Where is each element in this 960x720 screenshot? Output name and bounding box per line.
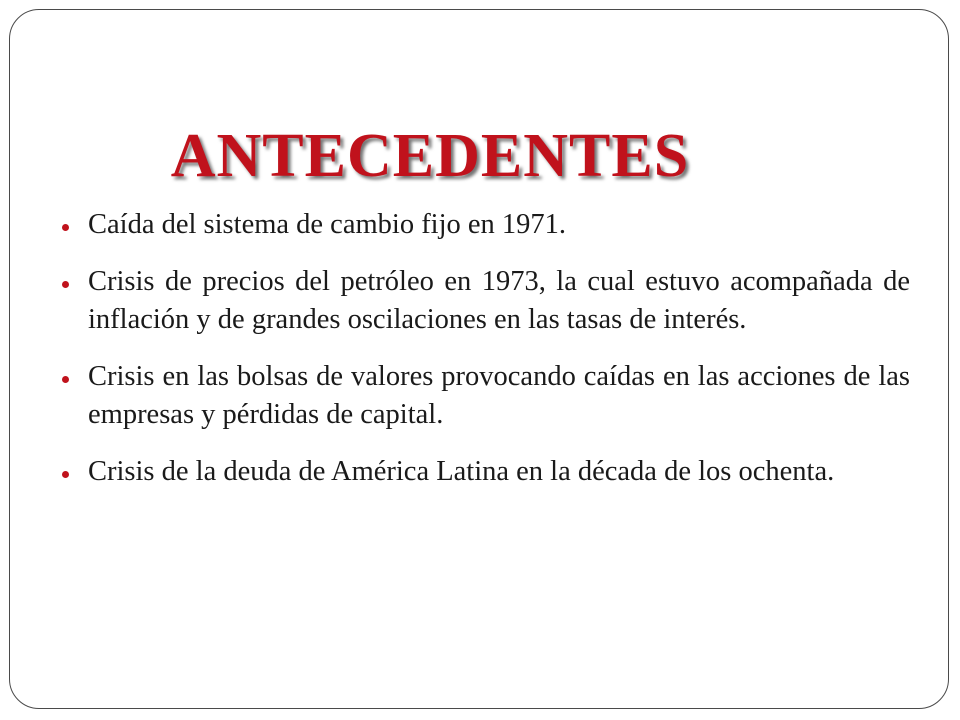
bullet-text: Crisis de la deuda de América Latina en la década de los ochenta.	[88, 456, 835, 487]
bullet-item	[62, 358, 910, 434]
bullet-item	[62, 453, 910, 491]
bullet-list	[62, 206, 910, 510]
bullet-text: Crisis de precios del petróleo en 1973, la cual estuvo acompañada de inflación y de grandes oscilaciones en las tasas de interés.	[88, 266, 910, 335]
bullet-text: Crisis en las bolsas de valores provocando caídas en las acciones de las empresas y pérdidas de capital.	[88, 361, 910, 430]
bullet-dot-icon	[62, 224, 69, 231]
slide-title: ANTECEDENTES	[170, 122, 690, 190]
bullet-item	[62, 206, 910, 244]
bullet-text: Caída del sistema de cambio fijo en 1971.	[88, 209, 567, 240]
bullet-dot-icon	[62, 376, 69, 383]
bullet-item	[62, 263, 910, 339]
bullet-dot-icon	[62, 471, 69, 478]
bullet-dot-icon	[62, 281, 69, 288]
